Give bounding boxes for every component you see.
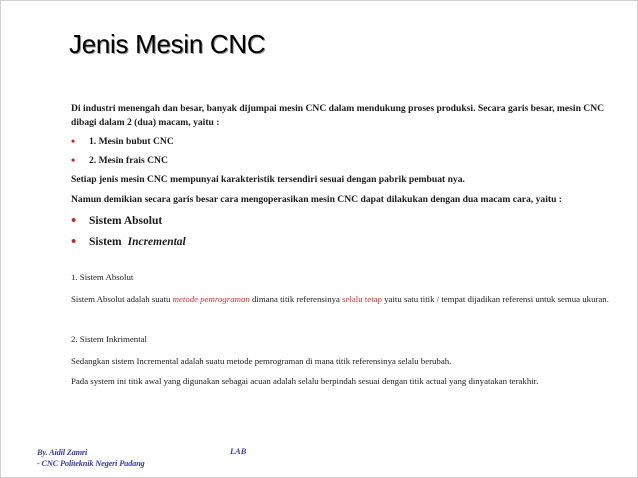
- operation-paragraph: Namun demikian secara garis besar cara mengoperasikan mesin CNC dapat dilakukan dengan dua macam cara, yaitu :: [71, 193, 563, 205]
- list-item-label: Sistem Absolut: [89, 215, 163, 227]
- footer-institution: - CNC Politeknik Negeri Padang: [37, 459, 145, 468]
- bullet-icon: •: [71, 213, 77, 229]
- list-item-label: Sistem: [89, 236, 122, 248]
- list-item-absolut: [71, 214, 611, 229]
- list-item-label: 2. Mesin frais CNC: [89, 155, 168, 166]
- section2-line2: Pada system ini titik awal yang digunakan sebagai acuan adalah selalu berpindah sesuai dengan titik actual yang dinyatakan terakhir.: [71, 376, 539, 386]
- footer-author: By. Aidil Zamri: [37, 448, 88, 457]
- text-segment: yaitu satu titik / tempat dijadikan referensi untuk semua ukuran.: [381, 294, 609, 304]
- slide-title: Jenis Mesin CNC: [69, 29, 266, 59]
- text-segment: dimana titik referensinya: [249, 294, 343, 304]
- list-item-frais: [71, 154, 611, 167]
- characteristic-paragraph: Setiap jenis mesin CNC mempunyai karakteristik tersendiri sesuai dengan pabrik pembuat nya.: [71, 174, 465, 185]
- list-item-bubut: [71, 135, 611, 148]
- section1-text: [71, 292, 611, 306]
- text-segment: Sistem Absolut adalah suatu: [71, 294, 173, 304]
- bullet-icon: •: [71, 134, 76, 148]
- footer-lab: LAB: [230, 447, 247, 456]
- section2-heading: 2. Sistem Inkrimental: [71, 334, 147, 344]
- footer: [37, 447, 145, 469]
- section1-heading: 1. Sistem Absolut: [71, 272, 134, 282]
- list-item-label: 1. Mesin bubut CNC: [89, 136, 174, 147]
- intro-paragraph: Di industri menengah dan besar, banyak dijumpai mesin CNC dalam mendukung proses produksi. Secara garis besar, mesin CNC dibagi dalam 2 (dua) macam, yaitu :: [71, 103, 605, 128]
- highlight-text: selalu tetap: [342, 294, 382, 304]
- bullet-icon: •: [71, 234, 77, 250]
- list-item-incremental: [71, 235, 611, 250]
- section2-line1: Sedangkan sistem Incremental adalah suatu metode pemrograman di mana titik referensinya selalu berubah.: [71, 356, 452, 366]
- term-text: metode pemrograman: [172, 294, 250, 304]
- bullet-icon: •: [71, 153, 76, 167]
- list-item-label-italic: Incremental: [127, 236, 186, 248]
- slide-content: [71, 102, 611, 388]
